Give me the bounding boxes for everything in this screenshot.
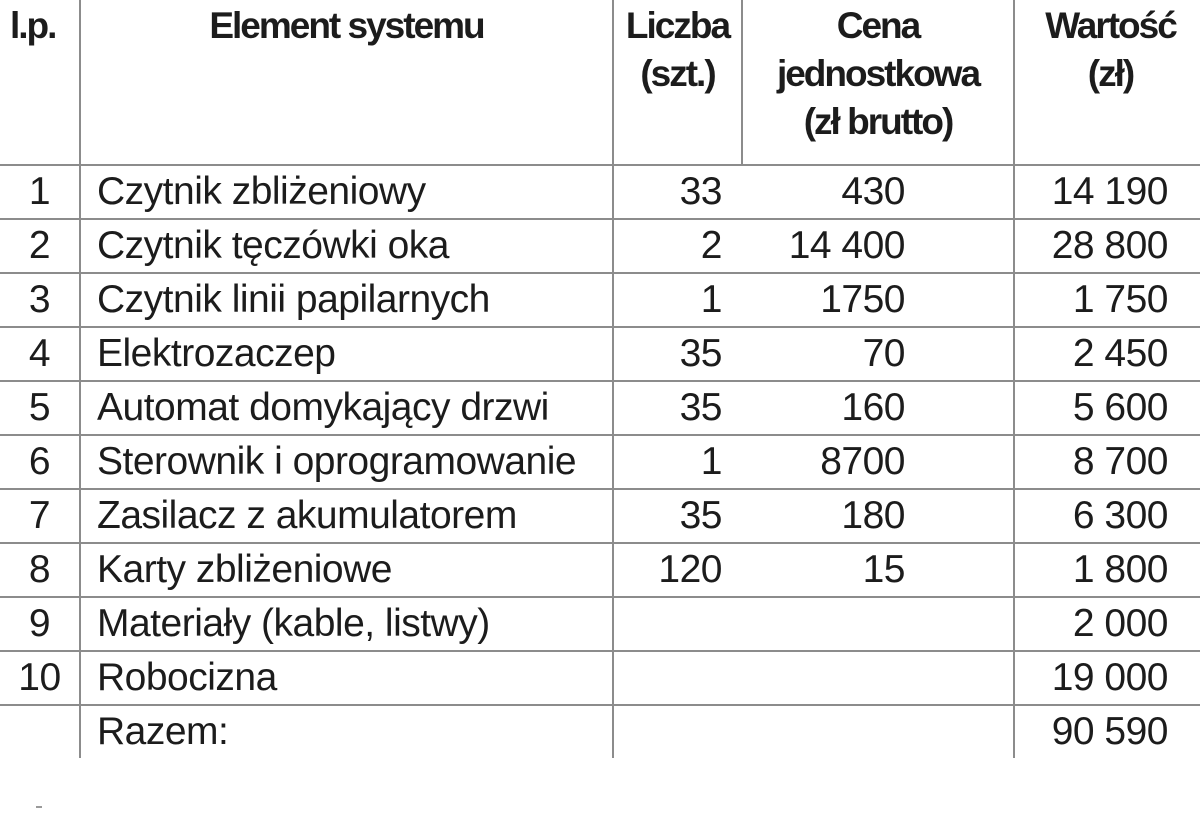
cell-unit-price: 70 — [742, 327, 1014, 381]
cell-value: 6 300 — [1014, 489, 1200, 543]
cell-value: 2 450 — [1014, 327, 1200, 381]
header-quantity-line: Liczba — [625, 5, 730, 46]
cell-quantity: 1 — [613, 435, 742, 489]
cell-lp: 3 — [0, 273, 80, 327]
cell-element: Robocizna — [80, 651, 613, 705]
header-unit-price-line: Cena — [836, 5, 920, 46]
total-label: Razem: — [80, 705, 613, 758]
cell-lp: 1 — [0, 165, 80, 219]
cell-value: 5 600 — [1014, 381, 1200, 435]
cell-element: Czytnik zbliżeniowy — [80, 165, 613, 219]
cell-element: Czytnik tęczówki oka — [80, 219, 613, 273]
cell-element: Czytnik linii papilarnych — [80, 273, 613, 327]
cell-unit-price: 160 — [742, 381, 1014, 435]
header-value — [1014, 0, 1200, 165]
cell-unit-price: 15 — [742, 543, 1014, 597]
cell-unit-price: 8700 — [742, 435, 1014, 489]
cell-element: Zasilacz z akumulatorem — [80, 489, 613, 543]
cell-quantity — [613, 597, 742, 651]
cell-unit-price: 430 — [742, 165, 1014, 219]
cell-quantity: 2 — [613, 219, 742, 273]
cell-unit-price — [742, 597, 1014, 651]
cell-element: Sterownik i oprogramowanie — [80, 435, 613, 489]
cell-value: 19 000 — [1014, 651, 1200, 705]
header-value-line: (zł) — [1087, 53, 1134, 94]
cell-value: 1 750 — [1014, 273, 1200, 327]
cell-value: 8 700 — [1014, 435, 1200, 489]
cell-quantity: 1 — [613, 273, 742, 327]
total-row — [0, 705, 1200, 758]
cell-lp: 5 — [0, 381, 80, 435]
table-row — [0, 273, 1200, 327]
table-row — [0, 219, 1200, 273]
table-row — [0, 381, 1200, 435]
table-row — [0, 597, 1200, 651]
cell-value: 14 190 — [1014, 165, 1200, 219]
table-row — [0, 327, 1200, 381]
cell-lp: 2 — [0, 219, 80, 273]
cell-value: 2 000 — [1014, 597, 1200, 651]
header-unit-price-line: (zł brutto) — [803, 101, 953, 142]
cell-value: 28 800 — [1014, 219, 1200, 273]
header-value-line: Wartość — [1045, 5, 1176, 46]
table-row — [0, 165, 1200, 219]
header-quantity — [613, 0, 742, 165]
cell-lp: 10 — [0, 651, 80, 705]
table-row — [0, 543, 1200, 597]
cell-element: Karty zbliżeniowe — [80, 543, 613, 597]
cell-unit-price: 1750 — [742, 273, 1014, 327]
header-element: Element systemu — [80, 0, 613, 165]
total-value: 90 590 — [1014, 705, 1200, 758]
cell-quantity: 35 — [613, 489, 742, 543]
table-row — [0, 435, 1200, 489]
cell-lp: 8 — [0, 543, 80, 597]
total-unit-price-cell — [742, 705, 1014, 758]
cell-unit-price — [742, 651, 1014, 705]
cell-quantity: 35 — [613, 327, 742, 381]
stray-mark — [36, 806, 42, 808]
cell-lp: 9 — [0, 597, 80, 651]
cell-lp: 4 — [0, 327, 80, 381]
header-row — [0, 0, 1200, 165]
cell-quantity: 120 — [613, 543, 742, 597]
total-quantity-cell — [613, 705, 742, 758]
cell-lp: 7 — [0, 489, 80, 543]
cell-element: Materiały (kable, listwy) — [80, 597, 613, 651]
cell-quantity — [613, 651, 742, 705]
cell-lp: 6 — [0, 435, 80, 489]
cell-element: Automat domykający drzwi — [80, 381, 613, 435]
table-row — [0, 489, 1200, 543]
total-lp-cell — [0, 705, 80, 758]
cell-unit-price: 180 — [742, 489, 1014, 543]
cell-value: 1 800 — [1014, 543, 1200, 597]
header-unit-price — [742, 0, 1014, 165]
cell-quantity: 35 — [613, 381, 742, 435]
header-unit-price-line: jednostkowa — [776, 53, 980, 94]
table-row — [0, 651, 1200, 705]
header-quantity-line: (szt.) — [640, 53, 715, 94]
cell-element: Elektrozaczep — [80, 327, 613, 381]
cell-unit-price: 14 400 — [742, 219, 1014, 273]
cell-quantity: 33 — [613, 165, 742, 219]
header-lp: l.p. — [0, 0, 80, 165]
